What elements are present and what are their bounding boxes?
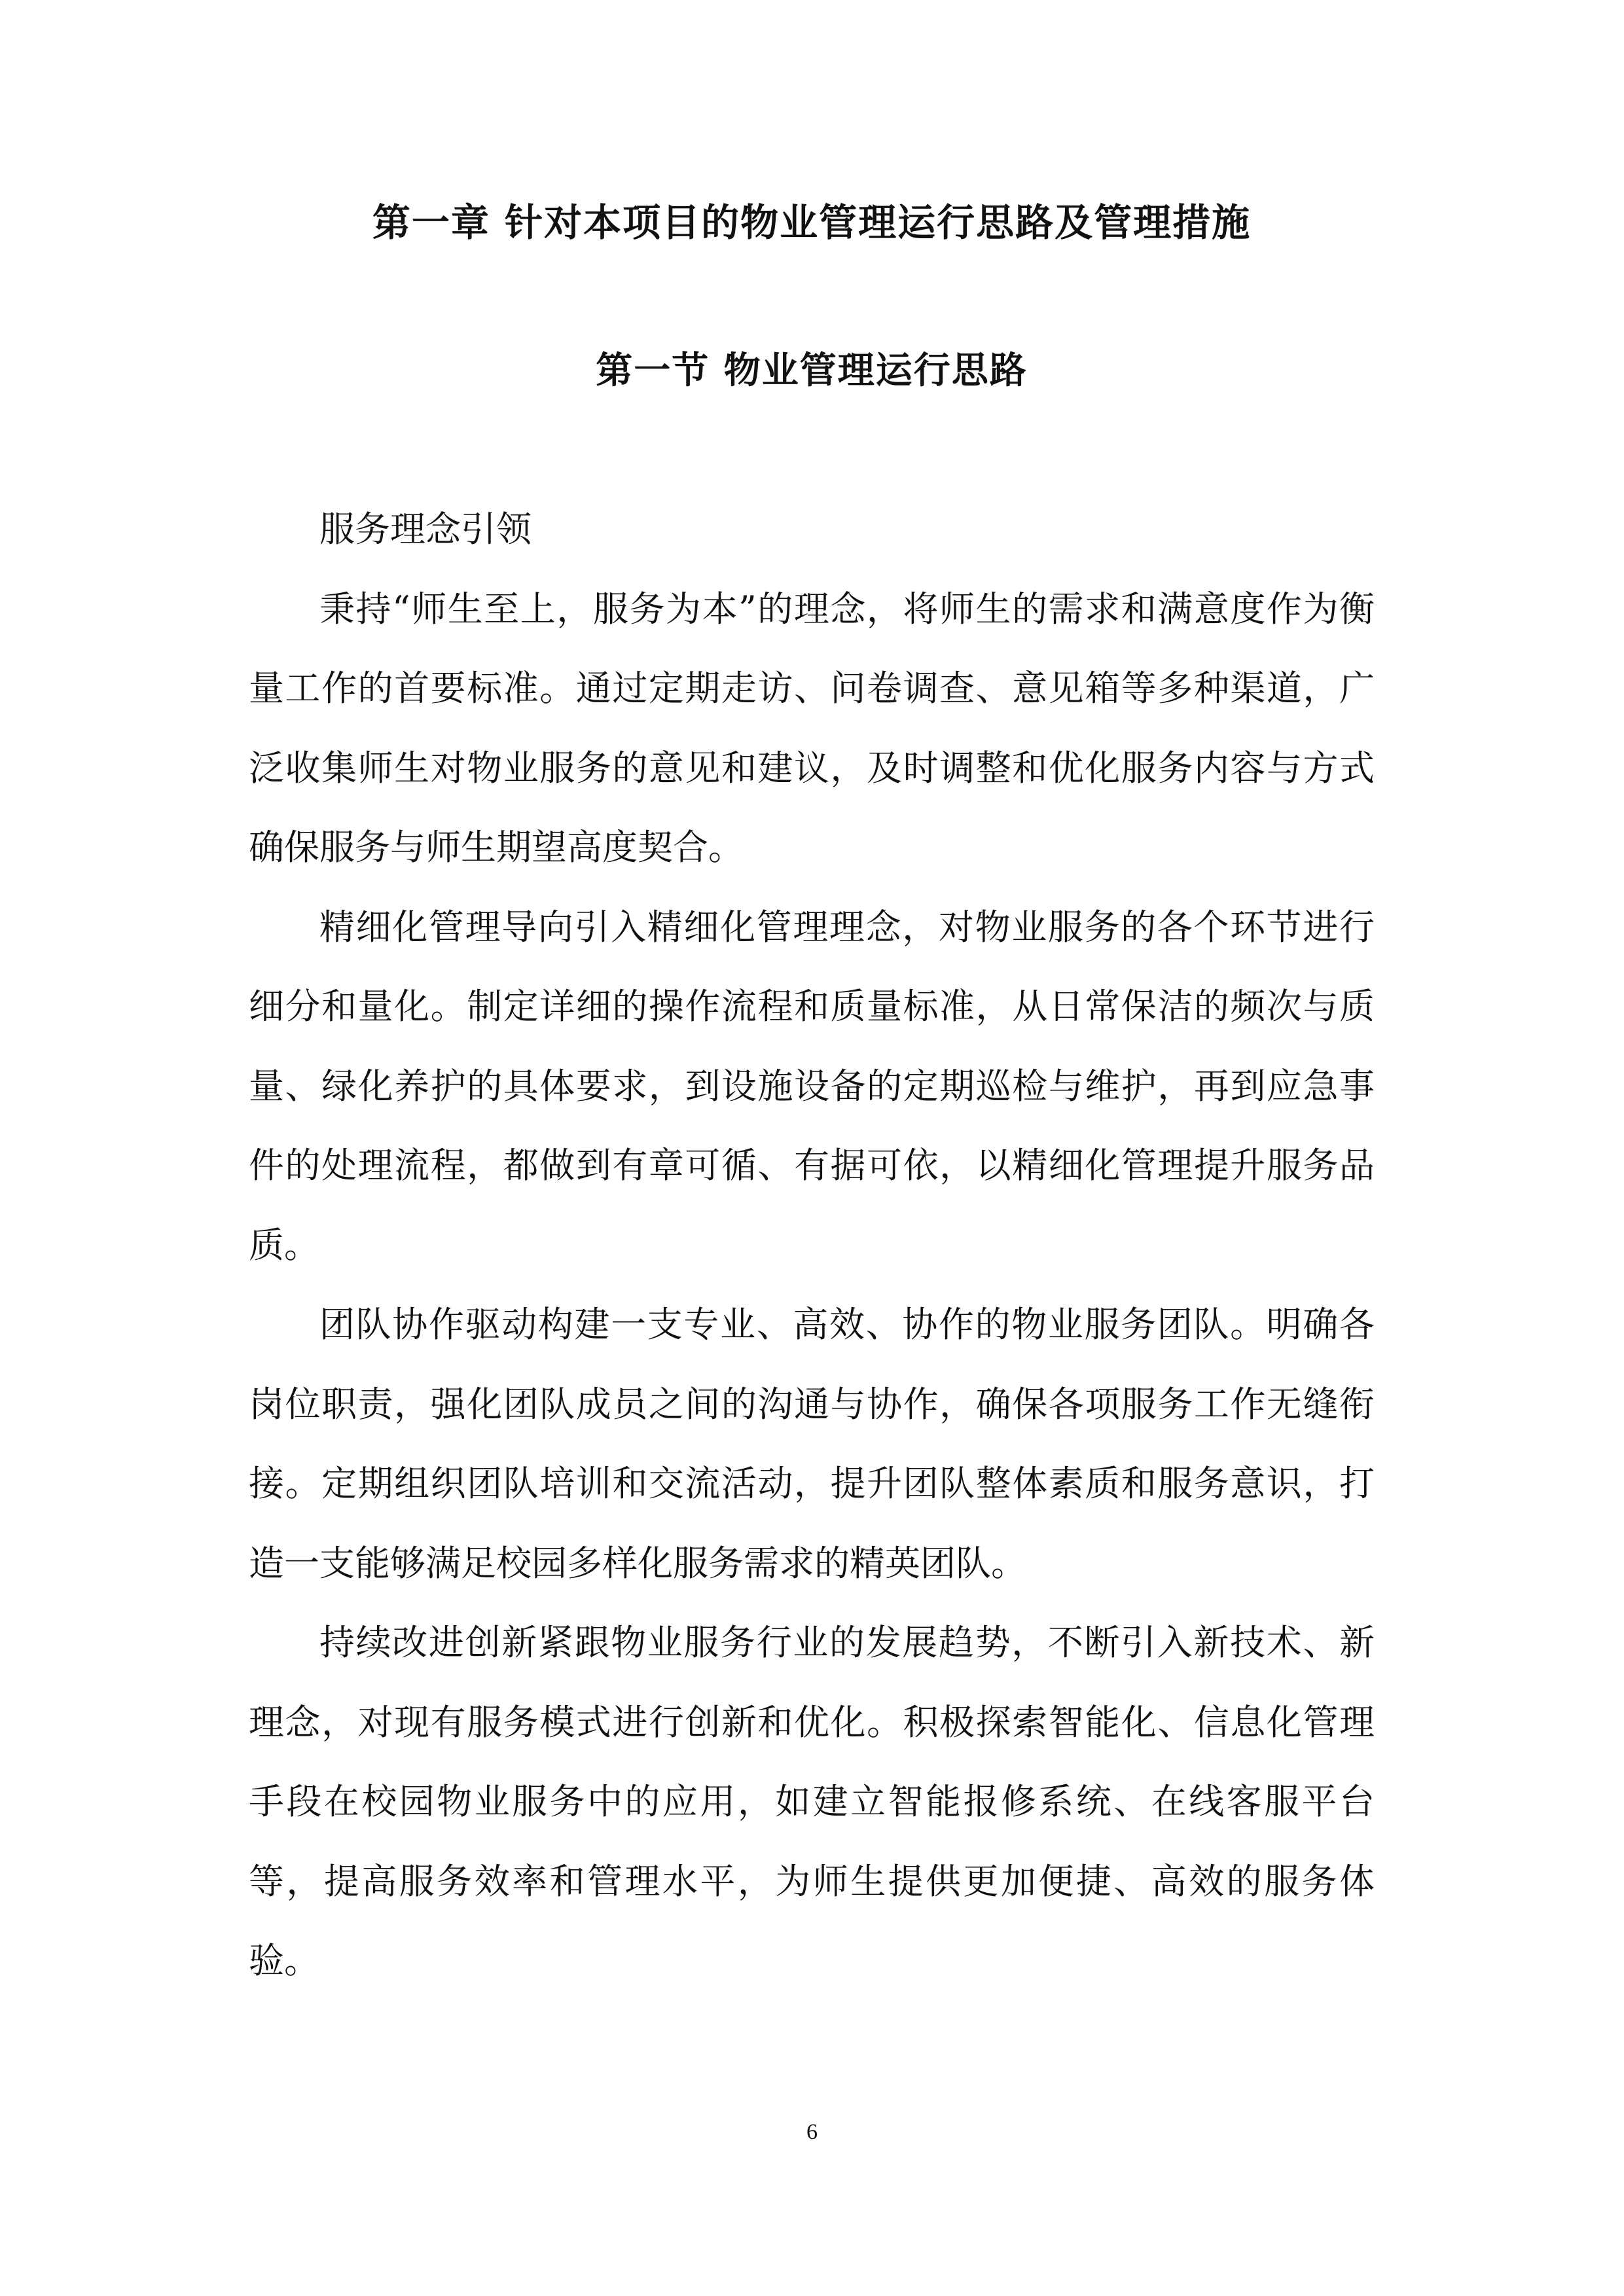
body-text: [249, 490, 1375, 2001]
section-title: 第一节 物业管理运行思路: [596, 350, 1028, 392]
paragraph-continuous-improvement: 持续改进创新紧跟物业服务行业的发展趋势，不断引入新技术、新理念，对现有服务模式进行创新和优化。积极探索智能化、信息化管理手段在校园物业服务中的应用，如建立智能报修系统、在线客服平台等，提高服务效率和管理水平，为师生提供更加便捷、高效的服务体验。: [249, 1622, 1375, 1981]
page-number: 6: [806, 2120, 818, 2144]
paragraph-refined-management: 精细化管理导向引入精细化管理理念，对物业服务的各个环节进行细分和量化。制定详细的操作流程和质量标准，从日常保洁的频次与质量、绿化养护的具体要求，到设施设备的定期巡检与维护，再到应急事件的处理流程，都做到有章可循、有据可依，以精细化管理提升服务品质。: [249, 906, 1375, 1266]
paragraph-service-concept: 秉持“师生至上，服务为本”的理念，将师生的需求和满意度作为衡量工作的首要标准。通过定期走访、问卷调查、意见箱等多种渠道，广泛收集师生对物业服务的意见和建议，及时调整和优化服务内容与方式确保服务与师生期望高度契合。: [249, 588, 1375, 868]
paragraph-teamwork: 团队协作驱动构建一支专业、高效、协作的物业服务团队。明确各岗位职责，强化团队成员之间的沟通与协作，确保各项服务工作无缝衔接。定期组织团队培训和交流活动，提升团队整体素质和服务意识，打造一支能够满足校园多样化服务需求的精英团队。: [249, 1304, 1375, 1584]
paragraph-service-concept-heading: 服务理念引领: [319, 509, 532, 550]
chapter-title: 第一章 针对本项目的物业管理运行思路及管理措施: [372, 200, 1252, 245]
